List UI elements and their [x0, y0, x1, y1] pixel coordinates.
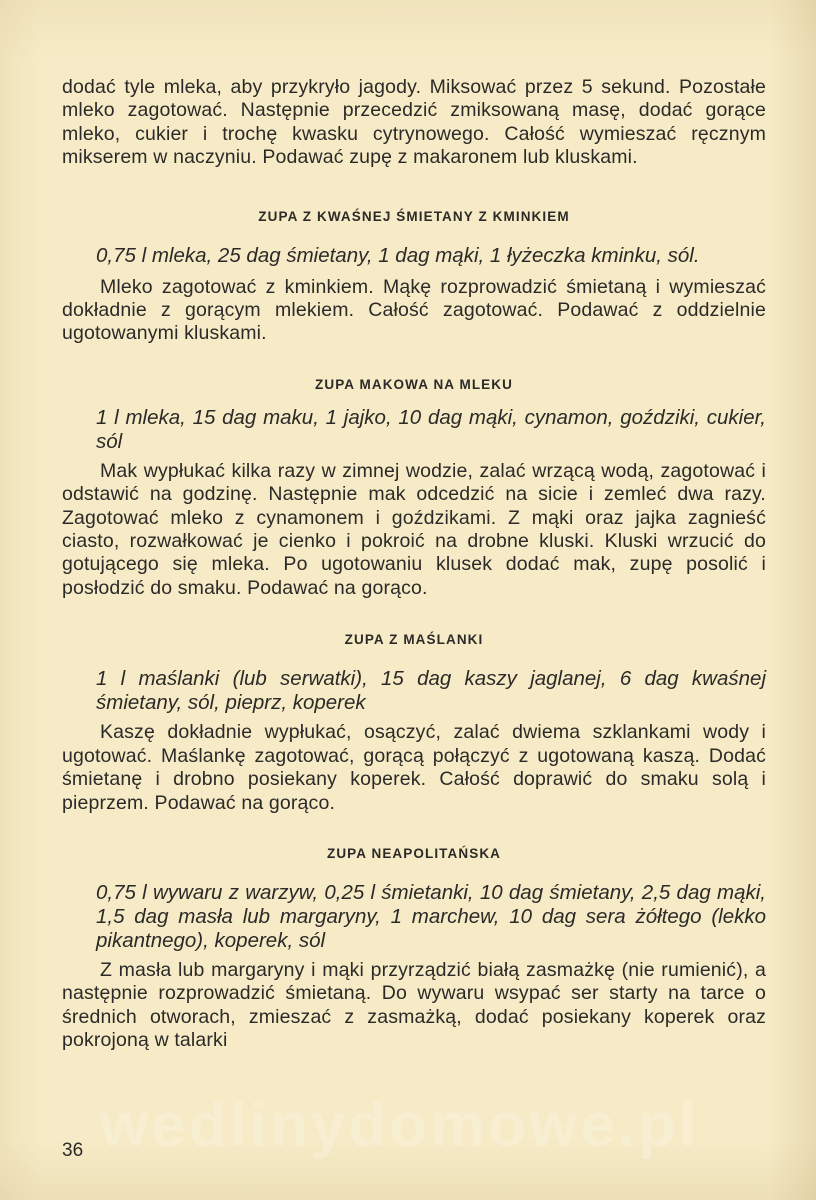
recipe-instructions: Mleko zagotować z kminkiem. Mąkę rozprowadzić śmietaną i wymieszać dokładnie z gorącym mlekiem. Całość zagotować. Podawać z oddzielnie ugotowanymi kluskami.	[62, 275, 766, 345]
page-number: 36	[62, 1140, 84, 1161]
recipe-ingredients: 0,75 l mleka, 25 dag śmietany, 1 dag mąki, 1 łyżeczka kminku, sól.	[96, 243, 700, 267]
recipe-instructions: Kaszę dokładnie wypłukać, osączyć, zalać dwiema szklankami wody i ugotować. Maślankę zagotować, gorącą połączyć z ugotowaną kaszą. Dodać śmietanę i drobno posiekany koperek. Całość doprawić do smaku solą i pieprzem. Podawać na gorąco.	[62, 721, 766, 814]
recipe-neapolitan-soup	[62, 845, 766, 1053]
page-content	[62, 76, 766, 1053]
recipe-title: ZUPA NEAPOLITAŃSKA	[326, 845, 502, 861]
watermark: wedlinydomowe.pl	[100, 1091, 700, 1160]
recipe-buttermilk-soup	[62, 631, 766, 815]
recipe-title: ZUPA Z MAŚLANKI	[344, 632, 484, 648]
recipe-title: ZUPA Z KWAŚNEJ ŚMIETANY Z KMINKIEM	[258, 208, 570, 224]
intro-paragraph: dodać tyle mleka, aby przykryło jagody. Miksować przez 5 sekund. Pozostałe mleko zagotować. Następnie przecedzić zmiksowaną masę, dodać gorące mleko, cukier i trochę kwasku cytrynowego. Całość wymieszać ręcznym mikserem w naczyniu. Podawać zupę z makaronem lub kluskami.	[62, 76, 766, 169]
recipe-title: ZUPA MAKOWA NA MLEKU	[315, 376, 513, 392]
recipe-instructions: Z masła lub margaryny i mąki przyrządzić białą zasmażkę (nie rumienić), a następnie rozprowadzić śmietaną. Do wywaru wsypać ser starty na tarce o średnich otworach, zmieszać z zasmażką, dodać posiekany koperek oraz pokrojoną w talarki	[62, 958, 766, 1052]
recipe-instructions: Mak wypłukać kilka razy w zimnej wodzie, zalać wrzącą wodą, zagotować i odstawić na godzinę. Następnie mak odcedzić na sicie i zemleć dwa razy. Zagotować mleko z cynamonem i goździkami. Z mąki oraz jajka zagnieść ciasto, rozwałkować je cienko i pokroić na drobne kluski. Kluski wrzucić do gotującego się mleka. Po ugotowaniu klusek dodać mak, zupę posolić i posłodzić do smaku. Podawać na gorąco.	[62, 459, 766, 599]
recipe-poppy-seed-milk-soup	[62, 376, 766, 600]
recipe-ingredients: 0,75 l wywaru z warzyw, 0,25 l śmietanki, 10 dag śmietany, 2,5 dag mąki, 1,5 dag masła lub margaryny, 1 marchew, 10 dag sera żółtego (lekko pikantnego), koperek, sól	[96, 880, 766, 952]
recipe-sour-cream-caraway-soup	[62, 208, 766, 346]
recipe-ingredients: 1 l maślanki (lub serwatki), 15 dag kaszy jaglanej, 6 dag kwaśnej śmietany, sól, pieprz, koperek	[96, 667, 766, 715]
recipe-ingredients: 1 l mleka, 15 dag maku, 1 jajko, 10 dag mąki, cynamon, goździki, cukier, sól	[96, 405, 766, 453]
